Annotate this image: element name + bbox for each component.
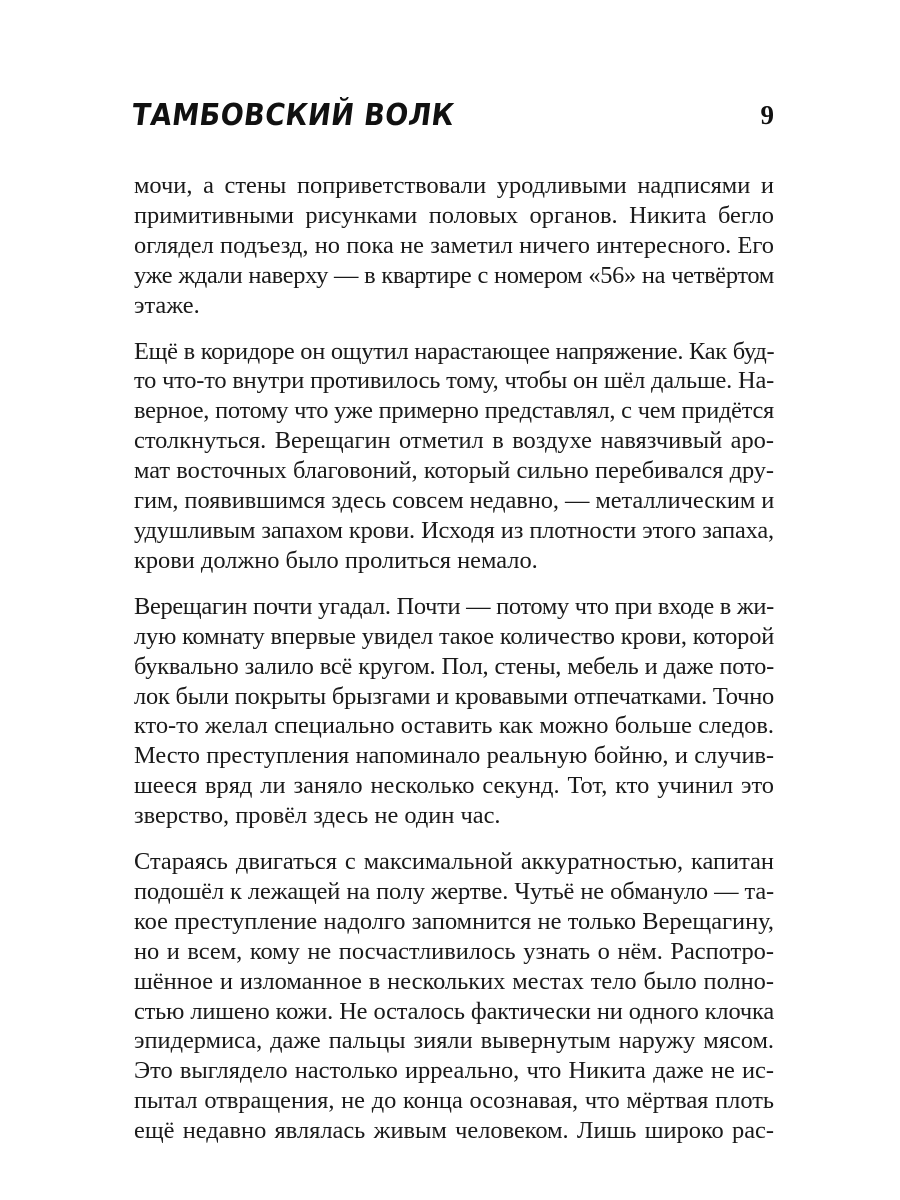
text-line: оглядел подъезд, но пока не заметил ничего интересного. Его [134, 231, 774, 259]
text-line: лую комнату впервые увидел такое количество крови, которой [134, 622, 775, 650]
text-line: верное, потому что уже примерно представлял, с чем придётся [134, 397, 774, 425]
text-line: удушливым запахом крови. Исходя из плотности этого запаха, [134, 516, 774, 544]
text-line: шённое и изломанное в нескольких местах тело было полно- [134, 967, 774, 995]
paragraph [134, 337, 774, 576]
text-line: но и всем, кому не посчастливилось узнать о нём. Распотро- [134, 937, 774, 965]
text-line: мочи, а стены поприветствовали уродливыми надписями и [134, 172, 774, 199]
text-line: крови должно было пролиться немало. [134, 546, 538, 574]
text-line: Верещагин почти угадал. Почти — потому что при входе в жи- [134, 592, 774, 620]
text-line: примитивными рисунками половых органов. Никита бегло [134, 201, 774, 229]
text-line: столкнуться. Верещагин отметил в воздухе навязчивый аро- [134, 427, 774, 455]
paragraph [134, 171, 774, 321]
text-line: Место преступления напоминало реальную бойню, и случив- [134, 742, 774, 770]
text-line: лок были покрыты брызгами и кровавыми отпечатками. Точно [134, 682, 775, 710]
text-line: эпидермиса, даже пальцы зияли вывернутым наружу мясом. [134, 1027, 774, 1055]
page-header [129, 98, 774, 142]
body-text [134, 171, 774, 1162]
text-line: гим, появившимся здесь совсем недавно, — металлическим и [134, 487, 775, 515]
paragraph [134, 592, 774, 831]
text-line: уже ждали наверху — в квартире с номером «56» на четвёртом [134, 261, 774, 289]
text-line: Ещё в коридоре он ощутил нарастающее напряжение. Как буд- [134, 337, 775, 365]
text-line: ещё недавно являлась живым человеком. Лишь широко рас- [134, 1117, 774, 1145]
text-line: стью лишено кожи. Не осталось фактически ни одного клочка [134, 997, 774, 1025]
running-title: ТАМБОВСКИЙ ВОЛК [129, 98, 457, 133]
page-number: 9 [760, 100, 774, 130]
text-line: пытал отвращения, не до конца осознавая, что мёртвая плоть [134, 1087, 774, 1115]
text-line: то что-то внутри противилось тому, чтобы он шёл дальше. На- [134, 367, 774, 395]
text-line: кое преступление надолго запомнится не только Верещагину, [134, 907, 774, 935]
text-line: шееся вряд ли заняло несколько секунд. Тот, кто учинил это [134, 772, 774, 800]
text-line: буквально залило всё кругом. Пол, стены, мебель и даже пото- [134, 652, 774, 680]
text-line: подошёл к лежащей на полу жертве. Чутьё не обмануло — та- [134, 877, 774, 905]
text-line: этаже. [134, 291, 200, 319]
text-line: кто-то желал специально оставить как можно больше следов. [134, 712, 774, 740]
text-line: Это выглядело настолько ирреально, что Никита даже не ис- [134, 1057, 774, 1085]
text-line: мат восточных благовоний, который сильно перебивался дру- [134, 457, 774, 485]
text-line: Стараясь двигаться с максимальной аккуратностью, капитан [134, 848, 774, 876]
paragraph [134, 847, 774, 1146]
text-line: зверство, провёл здесь не один час. [134, 802, 501, 830]
